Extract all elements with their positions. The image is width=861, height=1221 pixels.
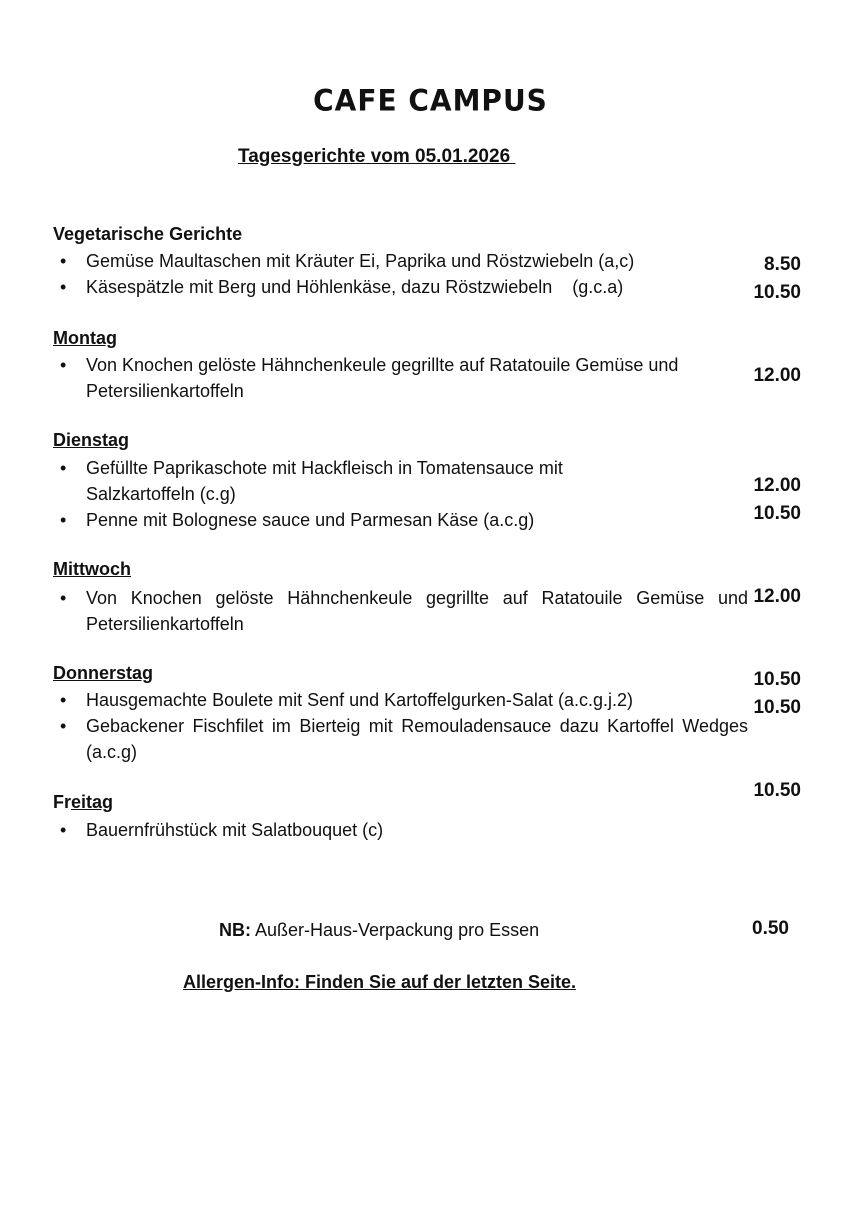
price: 10.50 — [753, 697, 801, 718]
takeaway-note-text: Außer-Haus-Verpackung pro Essen — [251, 920, 540, 940]
price: 12.00 — [753, 475, 801, 496]
price: 10.50 — [753, 282, 801, 303]
section-title-freitag-rest: eitag — [71, 792, 114, 812]
menu-item: • Gefüllte Paprikaschote mit Hackfleisch in Tomatensauce mit Salzkartoffeln (c.g) — [58, 455, 668, 507]
menu-item: • Bauernfrühstück mit Salatbouquet (c) — [58, 817, 748, 843]
section-title-mittwoch: Mittwoch — [53, 559, 131, 579]
menu-item: • Von Knochen gelöste Hähnchenkeule gegrillte auf Ratatouile Gemüse und Petersilienkartoffeln — [58, 585, 748, 637]
section-title-freitag — [53, 792, 113, 813]
menu-item: • Gebackener Fischfilet im Bierteig mit Remouladensauce dazu Kartoffel Wedges (a.c.g) — [58, 713, 748, 765]
price: 10.50 — [753, 669, 801, 690]
price: 10.50 — [753, 780, 801, 801]
section-title-freitag-prefix: Fr — [53, 792, 71, 812]
menu-item: • Gemüse Maultaschen mit Kräuter Ei, Paprika und Röstzwiebeln (a,c) — [58, 248, 748, 274]
section-title-montag: Montag — [53, 328, 117, 348]
menu-item: • Penne mit Bolognese sauce und Parmesan Käse (a.c.g) — [58, 507, 748, 533]
section-title-dienstag: Dienstag — [53, 430, 130, 450]
takeaway-note-label: NB: — [219, 920, 251, 940]
takeaway-price: 0.50 — [752, 918, 789, 939]
price: 12.00 — [753, 586, 801, 607]
price: 10.50 — [753, 503, 801, 524]
menu-item: • Von Knochen gelöste Hähnchenkeule gegrillte auf Ratatouile Gemüse und Petersilienkartoffeln — [58, 352, 738, 404]
page-title: CAFE CAMPUS — [313, 83, 548, 118]
page-subtitle: Tagesgerichte vom 05.01.2026 — [238, 146, 516, 167]
section-title-vegetarisch: Vegetarische Gerichte — [53, 224, 243, 244]
takeaway-note — [219, 920, 539, 941]
menu-item: • Käsespätzle mit Berg und Höhlenkäse, dazu Röstzwiebeln (g.c.a) — [58, 274, 748, 300]
section-title-donnerstag: Donnerstag — [53, 663, 154, 683]
price: 8.50 — [764, 254, 801, 275]
allergen-info: Allergen-Info: Finden Sie auf der letzten Seite. — [183, 972, 577, 992]
menu-item: • Hausgemachte Boulete mit Senf und Kartoffelgurken-Salat (a.c.g.j.2) — [58, 687, 748, 713]
price: 12.00 — [753, 365, 801, 386]
